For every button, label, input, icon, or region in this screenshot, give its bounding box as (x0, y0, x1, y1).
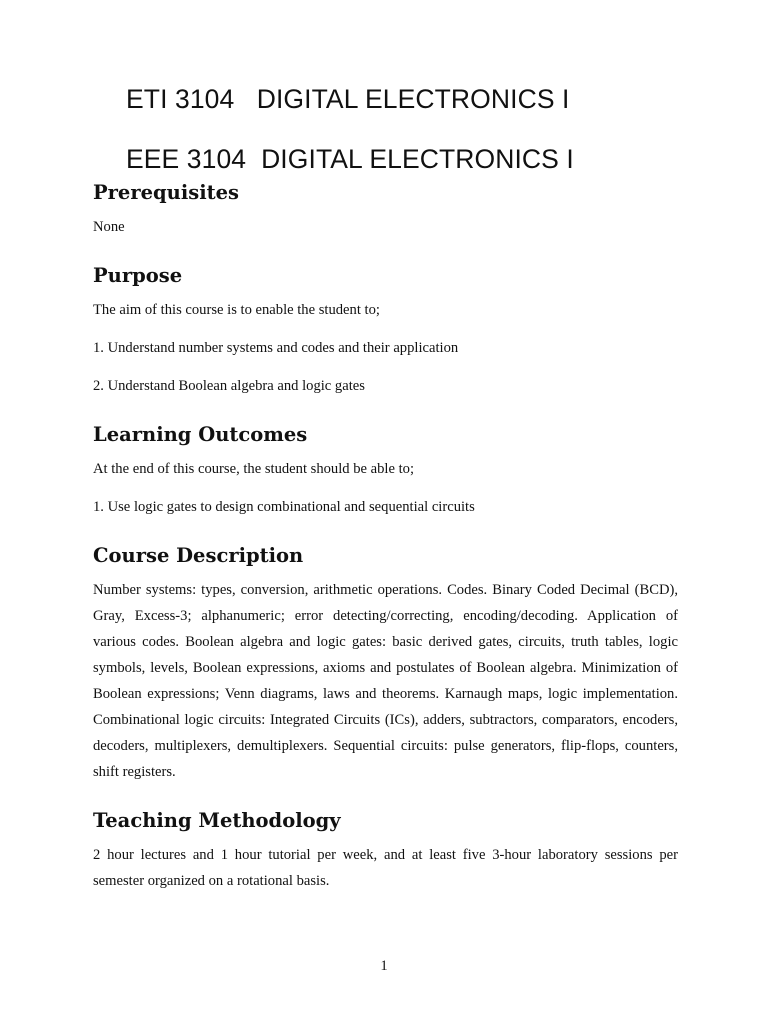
teaching-methodology-heading: Teaching Methodology (93, 809, 341, 832)
purpose-item-2: 2. Understand Boolean algebra and logic gates (93, 378, 365, 394)
course-description-heading: Course Description (93, 544, 304, 567)
teaching-methodology-section (93, 806, 678, 894)
purpose-item-1: 1. Understand number systems and codes and their application (93, 340, 459, 356)
learning-outcomes-heading: Learning Outcomes (93, 423, 308, 446)
teaching-methodology-text: 2 hour lectures and 1 hour tutorial per week, and at least five 3-hour laboratory sessions per semester organized on a rotational basis. (93, 847, 678, 889)
purpose-intro: The aim of this course is to enable the student to; (93, 302, 380, 318)
prerequisites-heading: Prerequisites (93, 181, 240, 204)
page-number: 1 (380, 958, 388, 974)
learning-outcomes-section (93, 420, 678, 520)
purpose-heading: Purpose (93, 264, 183, 287)
learning-outcomes-intro: At the end of this course, the student should be able to; (93, 461, 414, 477)
purpose-section (93, 261, 678, 399)
prerequisites-section (93, 178, 678, 240)
prerequisites-text: None (93, 219, 125, 235)
course-title-eee: EEE 3104 DIGITAL ELECTRONICS I (126, 144, 574, 174)
learning-outcomes-item-1: 1. Use logic gates to design combinational and sequential circuits (93, 499, 475, 515)
course-description-text: Number systems: types, conversion, arithmetic operations. Codes. Binary Coded Decimal (BCD), Gray, Excess-3; alphanumeric; error detecting/correcting, encoding/decoding. Application of various codes. Boolean algebra and logic gates: basic derived gates, circuits, truth tables, logic symbols, levels, Boolean expressions, axioms and postulates of Boolean algebra. Minimization of Boolean expressions; Venn diagrams, laws and theorems. Karnaugh maps, logic implementation. Combinational logic circuits: Integrated Circuits (ICs), adders, subtractors, comparators, encoders, decoders, multiplexers, demultiplexers. Sequential circuits: pulse generators, flip-flops, counters, shift registers. (93, 582, 678, 780)
document-body (93, 178, 678, 894)
course-description-section (93, 541, 678, 785)
course-title-eti: ETI 3104 DIGITAL ELECTRONICS I (126, 84, 570, 114)
